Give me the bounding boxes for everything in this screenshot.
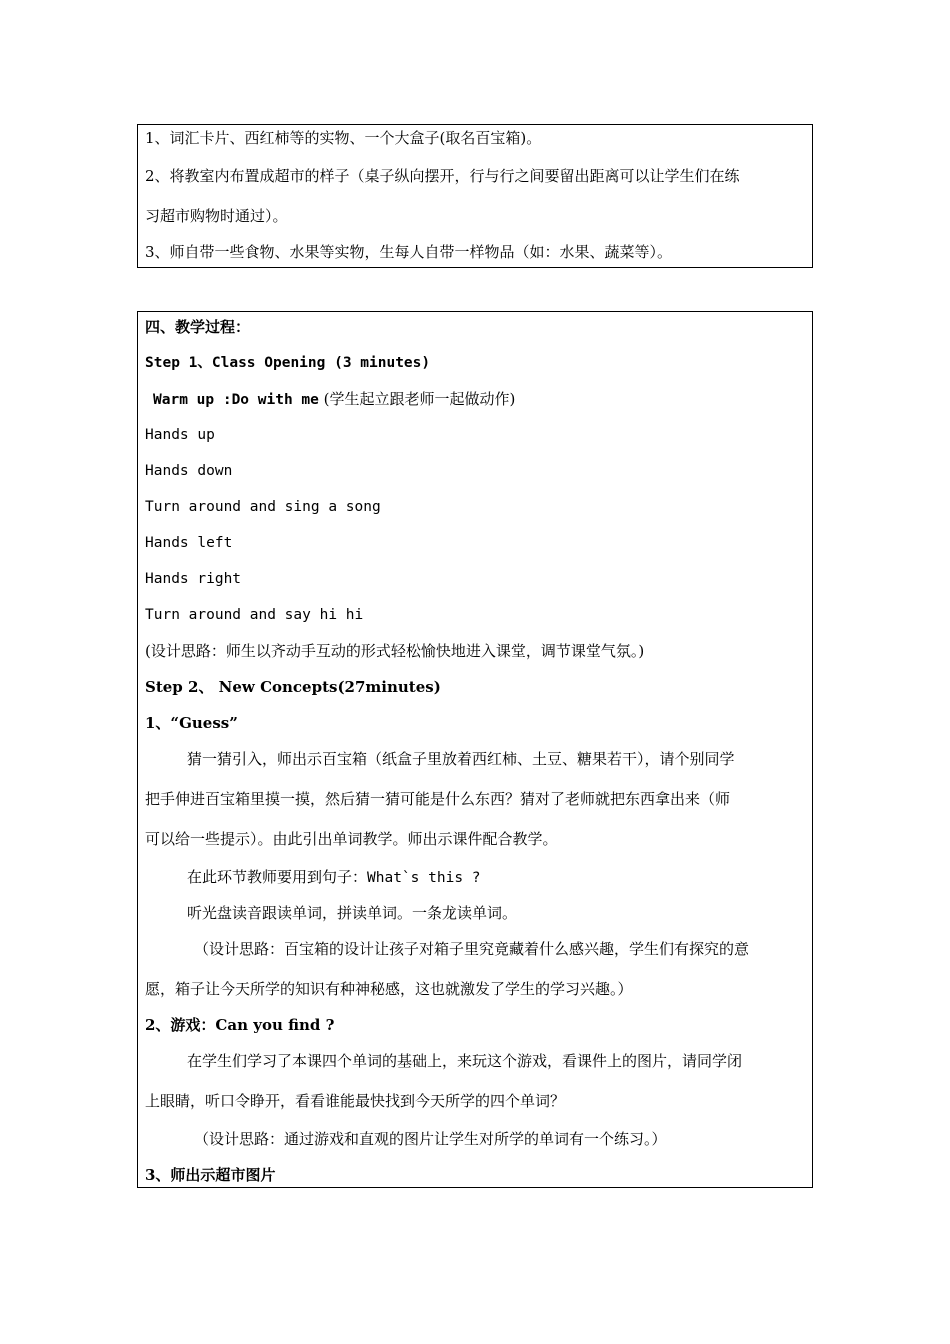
warmup-line [145, 390, 806, 409]
action-hands-up: Hands up [145, 427, 215, 443]
action-turn-say: Turn around and say hi hi [145, 607, 364, 623]
material-line-3: 习超市购物时通过）。 [145, 207, 288, 225]
guess-line-1: 猜一猜引入，师出示百宝箱（纸盒子里放着西红柿、土豆、糖果若干），请个别同学 [187, 750, 735, 768]
action-turn-sing: Turn around and sing a song [145, 499, 381, 515]
sentence-intro: 在此环节教师要用到句子： [187, 868, 368, 886]
game-line-1: 在学生们学习了本课四个单词的基础上，来玩这个游戏，看课件上的图片，请同学闭 [187, 1052, 743, 1070]
design-note-3: （设计思路：通过游戏和直观的图片让学生对所学的单词有一个练习。） [194, 1130, 667, 1148]
material-line-1: 1、词汇卡片、西红柿等的实物、一个大盒子(取名百宝箱)。 [145, 129, 542, 147]
listen-line: 听光盘读音跟读单词，拼读单词。一条龙读单词。 [187, 904, 518, 922]
guess-title: 1、“Guess” [145, 714, 238, 732]
action-hands-right: Hands right [145, 571, 242, 587]
game-title: 2、游戏：Can you find ? [145, 1016, 335, 1034]
action-hands-left: Hands left [145, 535, 233, 551]
material-line-4: 3、师自带一些食物、水果等实物，生每人自带一样物品（如：水果、蔬菜等）。 [145, 243, 673, 261]
materials-box [137, 124, 813, 268]
material-line-2: 2、将教室内布置成超市的样子（桌子纵向摆开，行与行之间要留出距离可以让学生们在练 [145, 167, 740, 185]
step2-title: Step 2、 New Concepts(27minutes) [145, 678, 441, 696]
section-heading: 四、教学过程： [145, 318, 251, 336]
item3-title: 3、师出示超市图片 [145, 1166, 276, 1184]
design-note-1: (设计思路：师生以齐动手互动的形式轻松愉快地进入课堂，调节课堂气氛。) [145, 642, 645, 660]
design-note-2-line-2: 愿，箱子让今天所学的知识有种神秘感，这也就激发了学生的学习兴趣。） [145, 980, 633, 998]
action-hands-down: Hands down [145, 463, 233, 479]
teaching-process-box [137, 311, 813, 1188]
warmup-note: (学生起立跟老师一起做动作) [323, 390, 516, 408]
guess-line-3: 可以给一些提示）。由此引出单词教学。师出示课件配合教学。 [145, 830, 558, 848]
sentence-english: What`s this ? [367, 870, 481, 886]
guess-line-2: 把手伸进百宝箱里摸一摸，然后猜一猜可能是什么东西？猜对了老师就把东西拿出来（师 [145, 790, 731, 808]
step1-title: Step 1、Class Opening (3 minutes) [145, 355, 431, 371]
warmup-english: Warm up :Do with me [153, 392, 319, 408]
sentence-line [145, 868, 806, 887]
game-line-2: 上眼睛，听口令睁开，看看谁能最快找到今天所学的四个单词？ [145, 1092, 566, 1110]
design-note-2-line-1: （设计思路：百宝箱的设计让孩子对箱子里究竟藏着什么感兴趣，学生们有探究的意 [194, 940, 750, 958]
